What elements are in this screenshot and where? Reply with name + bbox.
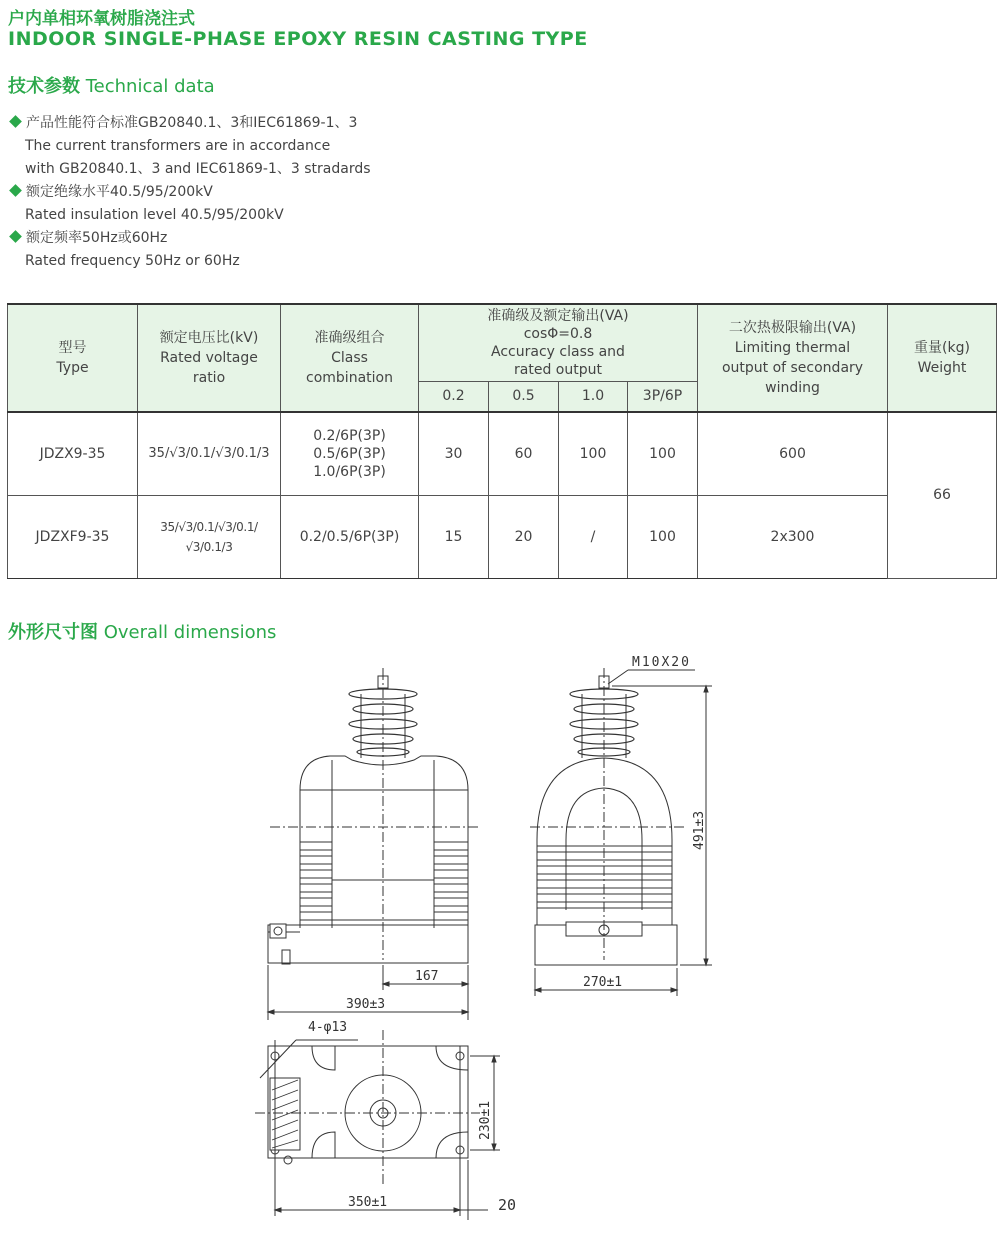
- cell-value: 100: [628, 495, 698, 578]
- cell-value: 100: [559, 412, 628, 495]
- cell-value: 15: [419, 495, 489, 578]
- cell-value: 100: [628, 412, 698, 495]
- cell-type: JDZXF9-35: [8, 495, 138, 578]
- bullet-text: Rated insulation level 40.5/95/200kV: [25, 207, 284, 223]
- cell-class: 0.2/0.5/6P(3P): [281, 495, 419, 578]
- table-row: [8, 412, 997, 495]
- header-voltage: 额定电压比(kV) Rated voltage ratio: [138, 304, 281, 412]
- subheader-cell: 0.2: [419, 381, 489, 412]
- label-m10: M10X20: [632, 655, 691, 670]
- page-title-en: INDOOR SINGLE-PHASE EPOXY RESIN CASTING TYPE: [8, 28, 588, 50]
- bullet-item: 额定绝缘水平40.5/95/200kV: [8, 181, 371, 204]
- technical-heading-en: Technical data: [85, 76, 215, 97]
- label-hole: 4-φ13: [308, 1020, 348, 1035]
- diamond-bullet-icon: [9, 230, 22, 243]
- label-270: 270±1: [583, 975, 623, 990]
- header-limiting: 二次热极限输出(VA) Limiting thermal output of secondary winding: [698, 304, 888, 412]
- header-class: 准确级组合 Class combination: [281, 304, 419, 412]
- dimensions-heading: [8, 618, 276, 644]
- cell-value: /: [559, 495, 628, 578]
- header-type: 型号 Type: [8, 304, 138, 412]
- label-167: 167: [415, 969, 439, 984]
- label-230: 230±1: [478, 1100, 493, 1140]
- label-491: 491±3: [692, 810, 707, 850]
- bullet-item: 产品性能符合标准GB20840.1、3和IEC61869-1、3: [8, 112, 371, 135]
- dimension-drawing: [240, 650, 740, 1230]
- dimensions-heading-en: Overall dimensions: [103, 622, 277, 643]
- top-view: [255, 1030, 500, 1220]
- front-view: [268, 668, 478, 1020]
- bullet-text: Rated frequency 50Hz or 60Hz: [25, 253, 240, 269]
- side-view: [530, 668, 712, 996]
- cell-type: JDZX9-35: [8, 412, 138, 495]
- label-390: 390±3: [346, 997, 386, 1012]
- cell-value: 30: [419, 412, 489, 495]
- subheader-cell: 1.0: [559, 381, 628, 412]
- diamond-bullet-icon: [9, 115, 22, 128]
- cell-voltage: 35/√3/0.1/√3/0.1/3: [138, 412, 281, 495]
- subheader-cell: 0.5: [489, 381, 559, 412]
- diamond-bullet-icon: [9, 184, 22, 197]
- label-20: 20: [498, 1196, 517, 1214]
- cell-value: 60: [489, 412, 559, 495]
- bullet-item: 额定频率50Hz或60Hz: [8, 227, 371, 250]
- cell-class: 0.2/6P(3P) 0.5/6P(3P) 1.0/6P(3P): [281, 412, 419, 495]
- header-weight: 重量(kg) Weight: [888, 304, 997, 412]
- header-accuracy: 准确级及额定输出(VA) cosΦ=0.8 Accuracy class and rated output: [419, 304, 698, 381]
- cell-limiting: 600: [698, 412, 888, 495]
- spec-table: [7, 303, 997, 579]
- technical-heading-cn: 技术参数: [8, 76, 80, 97]
- cell-weight: 66: [888, 412, 997, 578]
- bullet-text: with GB20840.1、3 and IEC61869-1、3 stradards: [25, 161, 371, 177]
- label-350: 350±1: [348, 1195, 388, 1210]
- dimensions-heading-cn: 外形尺寸图: [8, 622, 98, 643]
- technical-heading: [8, 72, 215, 98]
- cell-voltage: 35/√3/0.1/√3/0.1/√3/0.1/3: [138, 495, 281, 578]
- subheader-cell: 3P/6P: [628, 381, 698, 412]
- bullet-text: The current transformers are in accordance: [25, 138, 331, 154]
- cell-value: 20: [489, 495, 559, 578]
- cell-limiting: 2x300: [698, 495, 888, 578]
- page-title-cn: 户内单相环氧树脂浇注式: [8, 9, 195, 29]
- table-row: [8, 495, 997, 578]
- technical-bullets: [8, 112, 371, 273]
